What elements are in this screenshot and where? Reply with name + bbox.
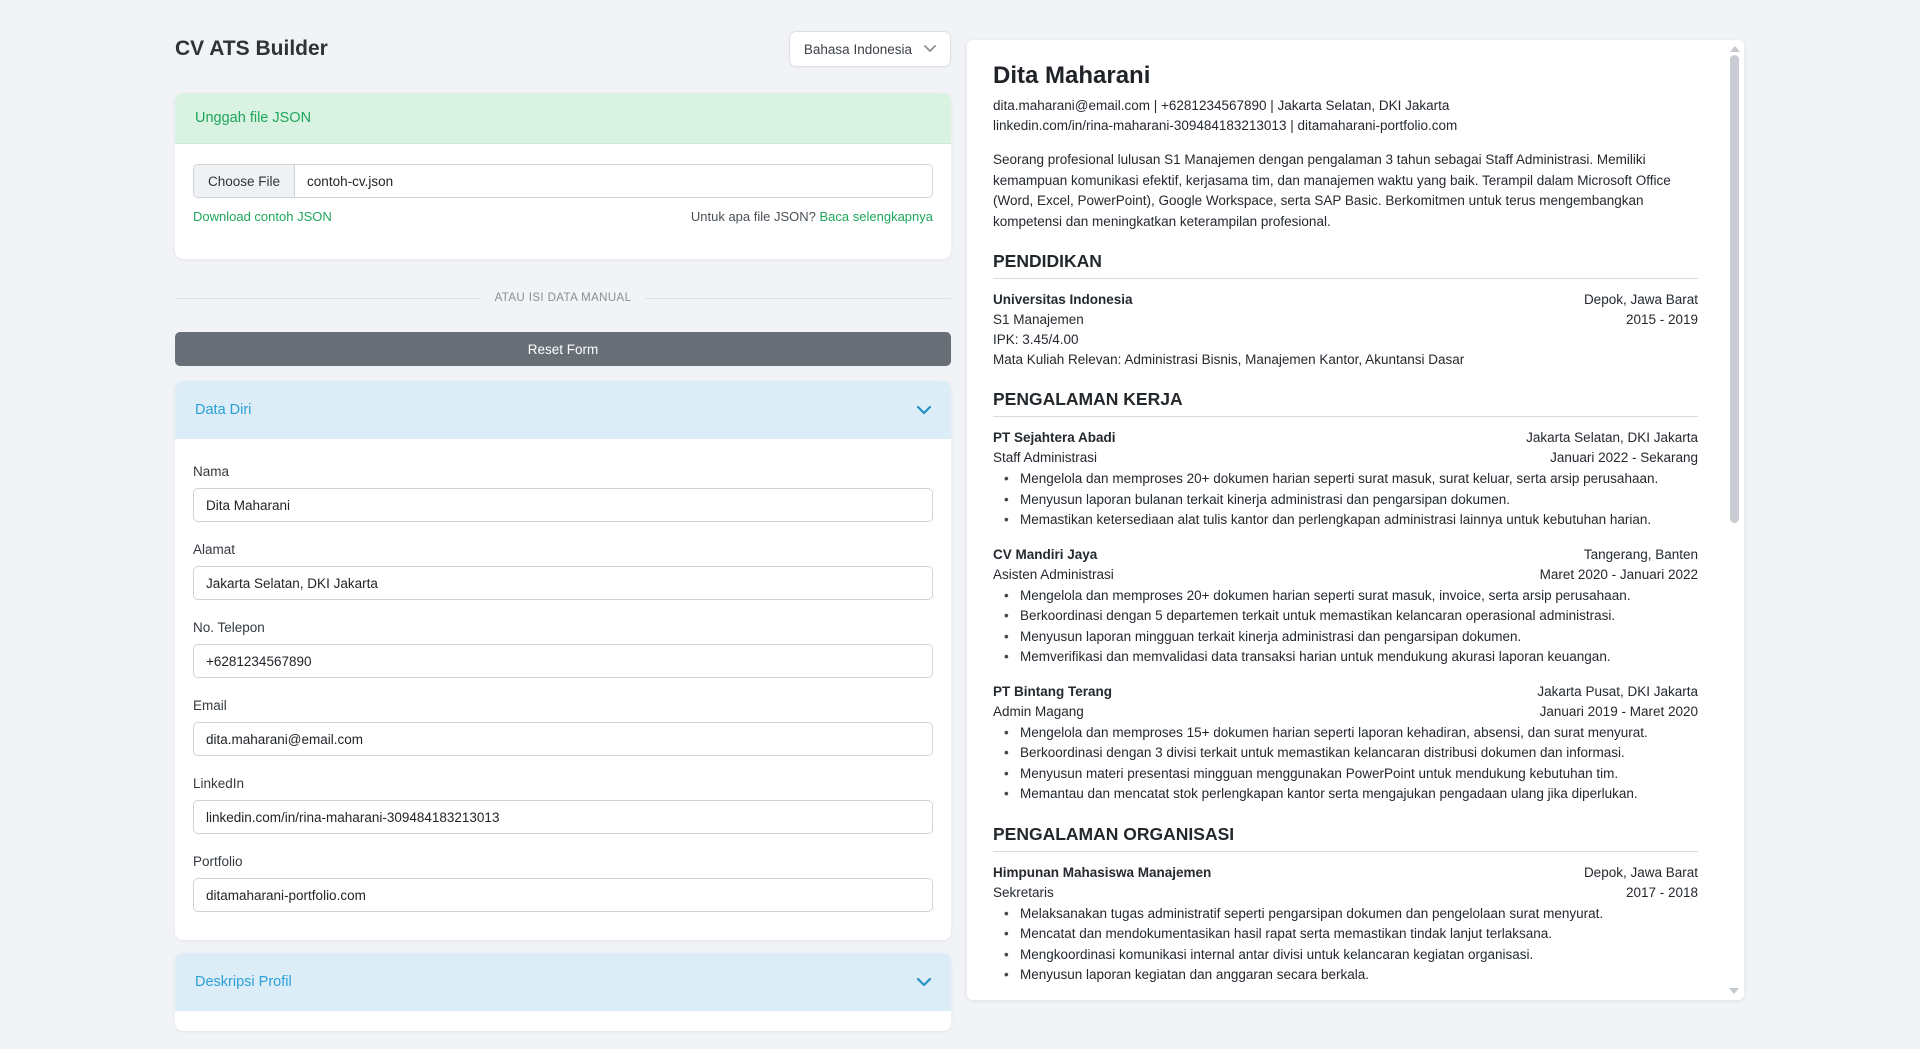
- education-location: Depok, Jawa Barat: [1583, 292, 1698, 307]
- deskripsi-profil-title: Deskripsi Profil: [195, 974, 292, 990]
- selected-file-name: contoh-cv.json: [307, 173, 394, 189]
- work-period: Januari 2019 - Maret 2020: [1539, 703, 1698, 719]
- read-more-link[interactable]: Baca selengkapnya: [819, 209, 933, 224]
- work-role: Asisten Administrasi: [993, 566, 1114, 582]
- work-bullet: • Menyusun laporan bulanan terkait kinerja administrasi dan pengarsipan dokumen.: [993, 490, 1698, 511]
- chevron-down-icon: [917, 978, 931, 987]
- organization-period: 2017 - 2018: [1625, 884, 1698, 900]
- scrollbar-thumb[interactable]: [1730, 55, 1739, 523]
- education-degree: S1 Manajemen: [993, 312, 1084, 327]
- work-heading: PENGALAMAN KERJA: [993, 389, 1698, 417]
- json-hint: [691, 209, 933, 224]
- work-entry: [993, 428, 1698, 531]
- data-diri-section: [175, 381, 951, 940]
- work-role: Staff Administrasi: [993, 450, 1098, 465]
- work-company: CV Mandiri Jaya: [993, 546, 1098, 562]
- work-location: Tangerang, Banten: [1583, 546, 1698, 562]
- work-period: Januari 2022 - Sekarang: [1550, 450, 1698, 465]
- email-input[interactable]: [193, 722, 933, 756]
- work-company: PT Bintang Terang: [993, 683, 1113, 699]
- work-location: Jakarta Selatan, DKI Jakarta: [1526, 430, 1698, 445]
- work-bullet: • Berkoordinasi dengan 5 departemen terkait untuk memastikan kelancaran operasional administrasi.: [993, 606, 1698, 627]
- linkedin-label: LinkedIn: [193, 776, 245, 791]
- organization-name: Himpunan Mahasiswa Manajemen: [993, 864, 1212, 880]
- work-bullet: • Berkoordinasi dengan 3 divisi terkait untuk memastikan kelancaran distribusi dokumen dan informasi.: [993, 743, 1698, 764]
- upload-json-header: Unggah file JSON: [175, 93, 951, 144]
- education-entry: [993, 290, 1698, 370]
- organization-bullet: • Mengkoordinasi komunikasi internal antar divisi untuk kelancaran kegiatan organisasi.: [993, 945, 1698, 966]
- upload-json-card: [175, 93, 951, 259]
- organization-bullet: • Menyusun laporan kegiatan dan anggaran secara berkala.: [993, 965, 1698, 986]
- page-title: CV ATS Builder: [175, 37, 328, 60]
- nama-input[interactable]: [193, 488, 933, 522]
- cv-preview-content: [967, 40, 1726, 1000]
- telepon-label: No. Telepon: [193, 620, 265, 635]
- data-diri-title: Data Diri: [195, 402, 252, 418]
- nama-label: Nama: [193, 464, 230, 479]
- work-bullet: • Memverifikasi dan memvalidasi data transaksi harian untuk mendukung akurasi laporan keuangan.: [993, 647, 1698, 668]
- reset-form-button[interactable]: Reset Form: [175, 332, 951, 366]
- education-courses: Mata Kuliah Relevan: Administrasi Bisnis, Manajemen Kantor, Akuntansi Dasar: [993, 352, 1465, 367]
- work-bullet: • Mengelola dan memproses 20+ dokumen harian seperti surat masuk, surat keluar, serta arsip perusahaan.: [993, 469, 1698, 490]
- work-bullet: • Menyusun materi presentasi mingguan menggunakan PowerPoint untuk mendukung kebutuhan tim.: [993, 764, 1698, 785]
- download-sample-json-link[interactable]: Download contoh JSON: [193, 209, 332, 224]
- work-bullet: • Menyusun laporan mingguan terkait kinerja administrasi dan pengarsipan dokumen.: [993, 627, 1698, 648]
- organization-entry: [993, 863, 1698, 986]
- education-heading: PENDIDIKAN: [993, 251, 1698, 279]
- language-selector-value: Bahasa Indonesia: [803, 41, 912, 57]
- work-entry: [993, 682, 1698, 805]
- choose-file-button[interactable]: Choose File: [194, 165, 295, 197]
- work-company: PT Sejahtera Abadi: [993, 430, 1116, 445]
- chevron-down-icon: [917, 406, 931, 415]
- scroll-up-arrow-icon[interactable]: [1730, 46, 1740, 52]
- work-entry: [993, 545, 1698, 668]
- scroll-down-arrow-icon[interactable]: [1729, 988, 1739, 994]
- manual-entry-divider: [175, 292, 951, 304]
- cv-contact-line-2: linkedin.com/in/rina-maharani-309484183213013 | ditamaharani-portfolio.com: [993, 118, 1458, 133]
- alamat-input[interactable]: [193, 566, 933, 600]
- deskripsi-profil-section: [175, 953, 951, 1031]
- cv-contact-line-1: dita.maharani@email.com | +6281234567890 | Jakarta Selatan, DKI Jakarta: [993, 98, 1450, 113]
- divider-label: ATAU ISI DATA MANUAL: [494, 292, 632, 304]
- json-file-input[interactable]: [193, 164, 933, 198]
- builder-form-column: [175, 0, 951, 1031]
- education-period: 2015 - 2019: [1625, 312, 1698, 327]
- organization-heading: PENGALAMAN ORGANISASI: [993, 824, 1698, 852]
- organization-location: Depok, Jawa Barat: [1583, 864, 1698, 880]
- cv-summary: Seorang profesional lulusan S1 Manajemen dengan pengalaman 3 tahun sebagai Staff Administrasi. Memiliki kemampuan komunikasi efektif, kerjasama tim, dan manajemen waktu yang baik. Terampil dalam Microsoft Office (Word, Excel, PowerPoint), Google Workspace, serta SAP Basic. Berkomitmen untuk terus mengembangkan kompetensi dan meningkatkan keterampilan profesional.: [993, 152, 1671, 229]
- deskripsi-profil-header[interactable]: [175, 953, 951, 1011]
- language-selector[interactable]: [789, 31, 951, 67]
- education-gpa: IPK: 3.45/4.00: [993, 332, 1079, 347]
- organization-bullet: • Mencatat dan mendokumentasikan hasil rapat serta memastikan tindak lanjut terlaksana.: [993, 924, 1698, 945]
- organization-role: Sekretaris: [993, 884, 1054, 900]
- email-label: Email: [193, 698, 227, 713]
- cv-preview-panel: [967, 40, 1744, 1000]
- work-bullet: • Memastikan ketersediaan alat tulis kantor dan perlengkapan administrasi lainnya untuk kebutuhan harian.: [993, 510, 1698, 531]
- linkedin-input[interactable]: [193, 800, 933, 834]
- work-role: Admin Magang: [993, 703, 1084, 719]
- data-diri-header[interactable]: [175, 381, 951, 439]
- work-bullet: • Mengelola dan memproses 15+ dokumen harian seperti laporan kehadiran, absensi, dan surat menyurat.: [993, 723, 1698, 744]
- alamat-label: Alamat: [193, 542, 236, 557]
- cv-name: Dita Maharani: [993, 62, 1151, 89]
- telepon-input[interactable]: [193, 644, 933, 678]
- preview-scrollbar[interactable]: [1728, 43, 1741, 997]
- json-hint-text: Untuk apa file JSON?: [690, 209, 816, 224]
- work-location: Jakarta Pusat, DKI Jakarta: [1537, 683, 1698, 699]
- portfolio-label: Portfolio: [193, 854, 243, 869]
- portfolio-input[interactable]: [193, 878, 933, 912]
- work-bullet: • Mengelola dan memproses 20+ dokumen harian seperti surat masuk, invoice, serta arsip perusahaan.: [993, 586, 1698, 607]
- work-period: Maret 2020 - Januari 2022: [1539, 566, 1698, 582]
- organization-bullet: • Melaksanakan tugas administratif seperti pengarsipan dokumen dan pengelolaan surat menyurat.: [993, 904, 1698, 925]
- education-school: Universitas Indonesia: [993, 292, 1133, 307]
- work-bullet: • Memantau dan mencatat stok perlengkapan kantor serta mengajukan pengadaan ulang jika diperlukan.: [993, 784, 1698, 805]
- chevron-down-icon: [924, 45, 936, 53]
